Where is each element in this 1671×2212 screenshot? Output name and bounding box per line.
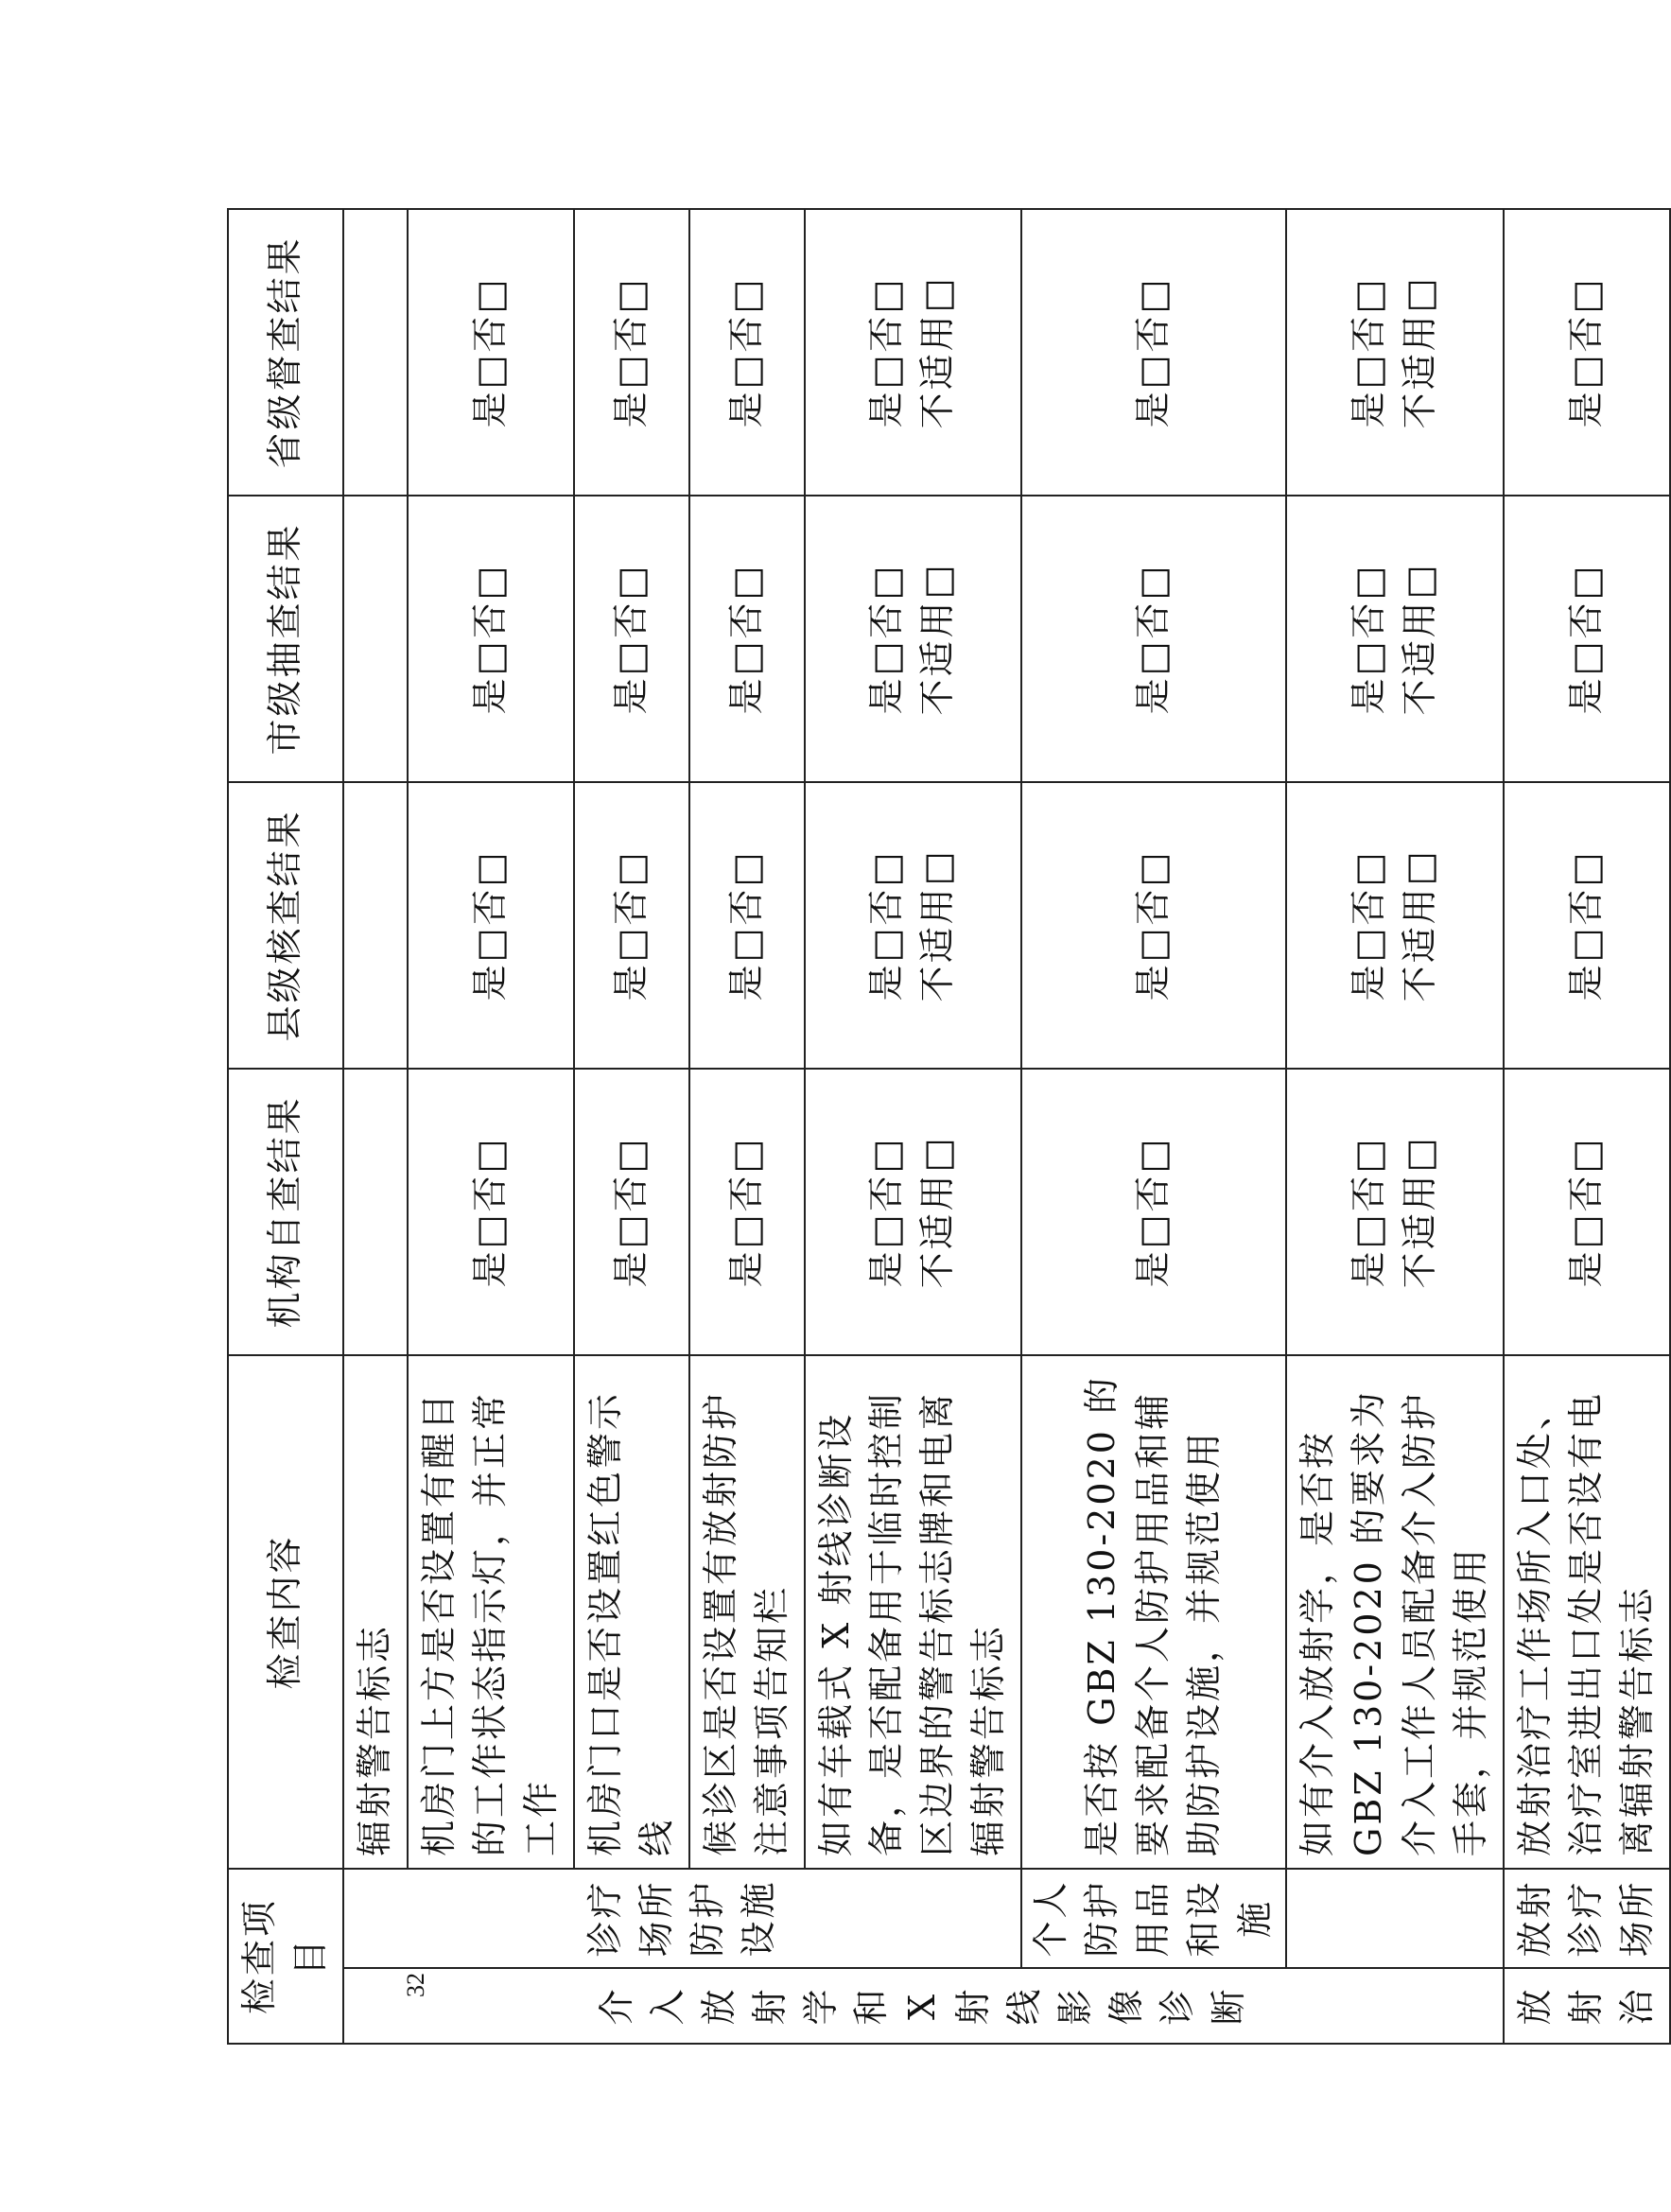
county-result[interactable]: 是□否□ — [408, 782, 574, 1069]
check-content: 如有介入放射学，是否按 GBZ 130-2020 的要求为介入工作人员配备介入防护手套，并规范使用 — [1286, 1355, 1504, 1869]
city-result[interactable]: 是□否□ — [1021, 496, 1286, 782]
self-result[interactable]: 是□否□ — [1504, 1069, 1670, 1355]
self-result[interactable]: 是□否□ 不适用□ — [805, 1069, 1022, 1355]
subitem-personal-protection: 个人防护用品和设施 — [1021, 1869, 1286, 1968]
county-result[interactable]: 是□否□ — [1504, 782, 1670, 1069]
table-row — [805, 209, 1022, 2044]
header-row — [228, 209, 343, 2044]
check-content: 放射治疗工作场所入口处、治疗室进出口处是否设有电离辐射警告标志 — [1504, 1355, 1670, 1869]
header-item: 检查项目 — [228, 1869, 343, 2044]
check-content: 机房门上方是否设置有醒目的工作状态指示灯，并正常工作 — [408, 1355, 574, 1869]
table-row — [1021, 209, 1286, 2044]
check-content: 如有车载式 X 射线诊断设备，是否配备用于临时控制区边界的警告标志牌和电离辐射警告标志 — [805, 1355, 1022, 1869]
inspection-table — [227, 208, 1671, 2045]
city-result[interactable]: 是□否□ — [689, 496, 805, 782]
county-result[interactable]: 是□否□ — [689, 782, 805, 1069]
category-radiotherapy: 放 射 治 — [1504, 1968, 1670, 2044]
self-result[interactable]: 是□否□ 不适用□ — [1286, 1069, 1504, 1355]
province-result[interactable]: 是□否□ 不适用□ — [805, 209, 1022, 496]
city-result[interactable]: 是□否□ — [408, 496, 574, 782]
header-county: 县级核查结果 — [228, 782, 343, 1069]
county-result[interactable]: 是□否□ 不适用□ — [805, 782, 1022, 1069]
province-result[interactable]: 是□否□ — [1021, 209, 1286, 496]
self-result[interactable] — [343, 1069, 408, 1355]
self-result[interactable]: 是□否□ — [408, 1069, 574, 1355]
header-city: 市级抽查结果 — [228, 496, 343, 782]
category-xray: 介 入 放 射 学 和 X 射 线 影 像 诊 断 — [343, 1968, 1504, 2044]
subitem-diag-protection: 诊疗场所防护设施 — [343, 1869, 1021, 1968]
table-row — [343, 209, 408, 2044]
city-result[interactable]: 是□否□ — [1504, 496, 1670, 782]
table-row — [689, 209, 805, 2044]
province-result[interactable]: 是□否□ — [574, 209, 689, 496]
subitem-radiotherapy-site: 放射诊疗场所 — [1504, 1869, 1670, 1968]
self-result[interactable]: 是□否□ — [574, 1069, 689, 1355]
table-row — [408, 209, 574, 2044]
check-content: 辐射警告标志 — [343, 1355, 408, 1869]
county-result[interactable]: 是□否□ — [1021, 782, 1286, 1069]
table-row — [574, 209, 689, 2044]
county-result[interactable] — [343, 782, 408, 1069]
header-content: 检查内容 — [228, 1355, 343, 1869]
header-province: 省级督查结果 — [228, 209, 343, 496]
city-result[interactable]: 是□否□ 不适用□ — [1286, 496, 1504, 782]
city-result[interactable] — [343, 496, 408, 782]
city-result[interactable]: 是□否□ — [574, 496, 689, 782]
check-content: 机房门口是否设置红色警示线 — [574, 1355, 689, 1869]
check-content: 候诊区是否设置有放射防护注意事项告知栏 — [689, 1355, 805, 1869]
province-result[interactable]: 是□否□ — [1504, 209, 1670, 496]
table-row — [1286, 209, 1504, 2044]
city-result[interactable]: 是□否□ 不适用□ — [805, 496, 1022, 782]
county-result[interactable]: 是□否□ 不适用□ — [1286, 782, 1504, 1069]
province-result[interactable] — [343, 209, 408, 496]
province-result[interactable]: 是□否□ — [689, 209, 805, 496]
self-result[interactable]: 是□否□ — [689, 1069, 805, 1355]
table-row — [1504, 209, 1670, 2044]
page-number: 32 — [402, 1973, 429, 1997]
county-result[interactable]: 是□否□ — [574, 782, 689, 1069]
self-result[interactable]: 是□否□ — [1021, 1069, 1286, 1355]
inspection-table-container — [227, 210, 1658, 2045]
check-content: 是否按 GBZ 130-2020 的要求配备个人防护用品和辅助防护设施，并规范使用 — [1021, 1355, 1286, 1869]
province-result[interactable]: 是□否□ 不适用□ — [1286, 209, 1504, 496]
province-result[interactable]: 是□否□ — [408, 209, 574, 496]
header-self: 机构自查结果 — [228, 1069, 343, 1355]
